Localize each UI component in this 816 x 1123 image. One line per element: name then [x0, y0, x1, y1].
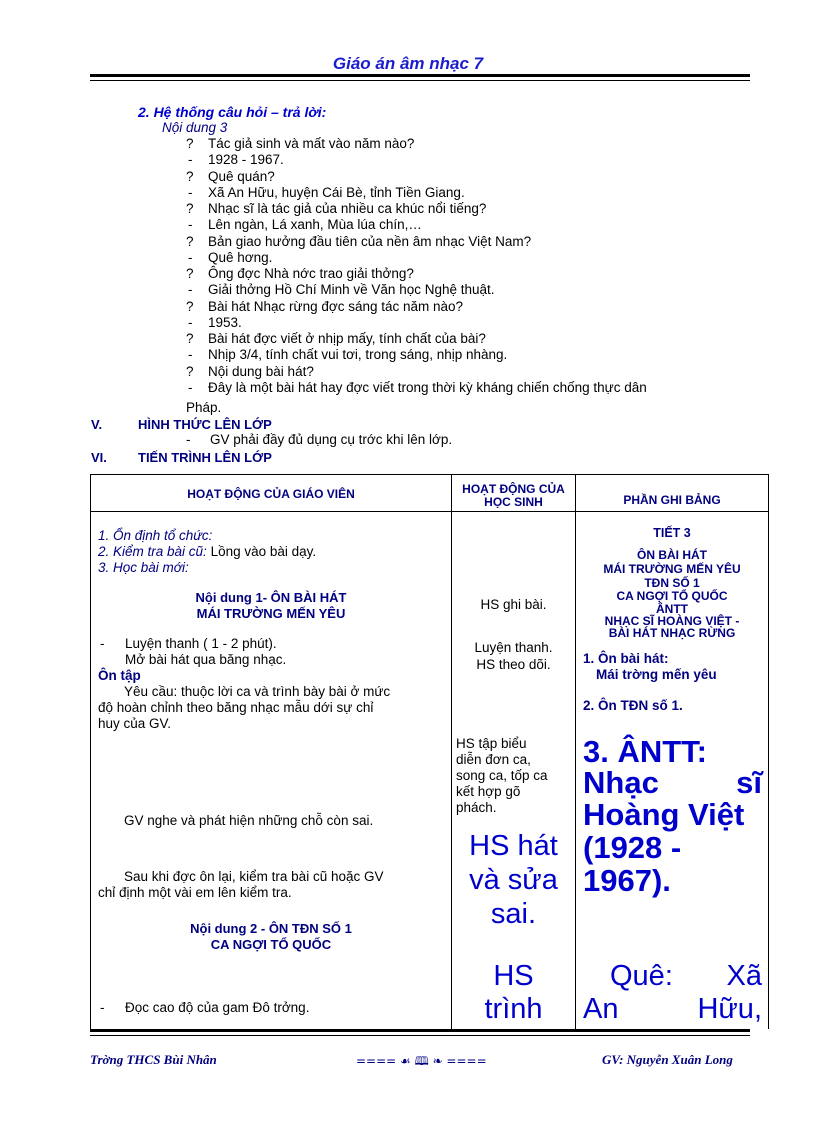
footer-school: Trờng THCS Bùi Nhân: [90, 1052, 217, 1067]
question-mark: ?: [186, 266, 194, 281]
board-point-3c: Hoàng Việt: [583, 797, 745, 832]
teacher-intro: Mở bài hát qua băng nhạc.: [125, 652, 287, 667]
board-point-2: 2. Ôn TĐN số 1.: [583, 698, 683, 713]
answer-bullet: -: [188, 217, 193, 232]
page-title: Giáo án âm nhạc 7: [332, 54, 484, 73]
answer-bullet: -: [188, 250, 193, 265]
board-point-1b: Mái trờng mến yêu: [596, 667, 717, 682]
answer-text: Giải thởng Hồ Chí Minh về Văn học Nghệ thuật.: [208, 282, 495, 297]
teacher-require-2: độ hoàn chỉnh theo băng nhạc mẫu dới sự chỉ: [98, 700, 374, 715]
answer-bullet: -: [188, 185, 193, 200]
question-mark: ?: [186, 234, 194, 249]
teacher-content1-b: MÁI TRƯỜNG MẾN YÊU: [196, 606, 346, 621]
section2-subheading: Nội dung 3: [162, 120, 228, 135]
footer-ornament: ==== ☙ 🕮 ❧ ====: [356, 1054, 487, 1068]
section6-roman: VI.: [91, 450, 107, 465]
teacher-after-2: chỉ định một vài em lên kiểm tra.: [98, 885, 292, 900]
student-perform-5: phách.: [456, 800, 497, 815]
board-point-3b-right: sĩ: [736, 765, 762, 800]
student-perform-2: diễn đơn ca,: [456, 752, 531, 767]
teacher-step2-text: Lồng vào bài dạy.: [206, 544, 317, 559]
board-line-2: MÁI TRƯỜNG MẾN YÊU: [603, 562, 741, 576]
table-top-border: [90, 474, 769, 475]
footer-teacher: GV: Nguyễn Xuân Long: [602, 1052, 733, 1067]
question-mark: ?: [186, 169, 194, 184]
header-rule-thin: [90, 80, 750, 81]
table-col-divider-1: [451, 474, 452, 1029]
board-line-1: ÔN BÀI HÁT: [637, 548, 707, 562]
board-point-3e: 1967).: [583, 863, 671, 898]
board-point-3a: 3. ÂNTT:: [583, 734, 707, 769]
section5-roman: V.: [91, 417, 103, 432]
board-point-3d: (1928 -: [583, 830, 682, 865]
teacher-warmup: Luyện thanh ( 1 - 2 phút).: [125, 636, 277, 651]
teacher-content1-a: Nội dung 1- ÔN BÀI HÁT: [195, 590, 347, 605]
question-text: Tác giả sinh và mất vào năm nào?: [208, 136, 415, 151]
student-sing-2: và sửa: [469, 864, 558, 896]
question-text: Bài hát Nhạc rừng đợc sáng tác năm nào?: [208, 299, 464, 314]
answer-bullet: -: [188, 282, 193, 297]
answer-text: Lên ngàn, Lá xanh, Mùa lúa chín,…: [208, 217, 422, 232]
student-present-2: trình: [484, 993, 543, 1025]
board-line-4: CA NGỢI TỔ QUỐC: [616, 589, 728, 603]
question-mark: ?: [186, 364, 194, 379]
teacher-step1: 1. Ổn định tổ chức:: [98, 528, 213, 543]
board-lesson: TIẾT 3: [653, 526, 691, 540]
board-point-4a-left: Quê:: [610, 960, 673, 992]
answer-text: Xã An Hữu, huyện Cái Bè, tỉnh Tiền Giang.: [208, 185, 465, 200]
teacher-review: Ôn tập: [98, 668, 141, 683]
section2-heading: 2. Hệ thống câu hỏi – trả lời:: [138, 104, 327, 120]
question-text: Nhạc sĩ là tác giả của nhiều ca khúc nổi tiếng?: [208, 201, 487, 216]
student-sing-3: sai.: [490, 898, 537, 930]
student-perform-4: kết hợp gõ: [456, 784, 521, 799]
section5-title: HÌNH THỨC LÊN LỚP: [138, 417, 272, 432]
board-line-5: ÂNTT: [656, 602, 688, 616]
answer-bullet: -: [188, 380, 193, 395]
board-point-1: 1. Ôn bài hát:: [583, 651, 669, 666]
teacher-warmup-bullet: -: [100, 636, 105, 651]
teacher-content2-a: Nội dung 2 - ÔN TĐN SỐ 1: [190, 921, 352, 936]
board-point-4b-left: An: [583, 993, 619, 1025]
student-present-1: HS: [493, 960, 534, 992]
student-warmup-1: Luyện thanh.: [474, 640, 553, 655]
question-text: Quê quán?: [208, 169, 275, 184]
teacher-step3: 3. Học bài mới:: [98, 560, 189, 575]
student-warmup-2: HS theo dõi.: [476, 657, 551, 672]
question-text: Bản giao hưởng đầu tiên của nền âm nhạc Việt Nam?: [208, 234, 532, 249]
teacher-after-1: Sau khi đợc ôn lại, kiểm tra bài cũ hoặc GV: [124, 869, 384, 884]
question-text: Bài hát đợc viết ở nhịp mấy, tính chất của bài?: [208, 331, 486, 346]
table-header-border: [90, 511, 769, 512]
section5-bullet: -: [186, 432, 191, 447]
table-right-border: [768, 474, 769, 1029]
answer-text: Nhịp 3/4, tính chất vui tơi, trong sáng, nhịp nhàng.: [208, 347, 508, 362]
question-text: Nội dung bài hát?: [208, 364, 314, 379]
answer-text: Đây là một bài hát hay đợc viết trong thời kỳ kháng chiến chống thực dân: [208, 380, 647, 395]
teacher-read-bullet: -: [100, 1000, 105, 1015]
board-point-4b-right: Hữu,: [697, 993, 762, 1025]
question-mark: ?: [186, 331, 194, 346]
header-rule-thick: [90, 74, 750, 77]
board-line-7: BÀI HÁT NHẠC RỪNG: [608, 626, 736, 640]
student-note: HS ghi bài.: [480, 597, 547, 612]
question-mark: ?: [186, 201, 194, 216]
student-perform-3: song ca, tốp ca: [456, 768, 548, 783]
teacher-read: Đọc cao độ của gam Đô trởng.: [125, 1000, 310, 1015]
footer-rule-thick: [90, 1029, 750, 1032]
teacher-require-1: Yêu cầu: thuộc lời ca và trình bày bài ở mức: [124, 684, 391, 699]
board-line-3: TĐN SỐ 1: [644, 576, 700, 590]
qa-continuation: Pháp.: [186, 400, 222, 415]
header-board: PHẦN GHI BẢNG: [623, 493, 721, 507]
answer-text: 1953.: [208, 315, 242, 330]
header-teacher: HOẠT ĐỘNG CỦA GIÁO VIÊN: [187, 487, 355, 501]
answer-bullet: -: [188, 152, 193, 167]
answer-bullet: -: [188, 347, 193, 362]
teacher-require-3: huy của GV.: [98, 716, 172, 731]
header-student: HOẠT ĐỘNG CỦA HỌC SINH: [462, 482, 565, 509]
teacher-step2-label: 2. Kiểm tra bài cũ:: [98, 544, 207, 559]
teacher-listen: GV nghe và phát hiện những chỗ còn sai.: [124, 813, 374, 828]
answer-bullet: -: [188, 315, 193, 330]
section5-item: GV phải đầy đủ dụng cụ trớc khi lên lớp.: [210, 432, 453, 447]
board-line-6: NHẠC SĨ HOÀNG VIỆT -: [604, 614, 740, 628]
student-perform-1: HS tập biểu: [456, 736, 527, 751]
board-point-3b-left: Nhạc: [583, 765, 659, 800]
answer-text: Quê hơng.: [208, 250, 273, 265]
question-mark: ?: [186, 299, 194, 314]
footer-rule-thin: [90, 1035, 750, 1036]
question-text: Ông đợc Nhà nớc trao giải thởng?: [208, 266, 414, 281]
question-mark: ?: [186, 136, 194, 151]
answer-text: 1928 - 1967.: [208, 152, 284, 167]
section6-title: TIẾN TRÌNH LÊN LỚP: [138, 450, 272, 465]
board-point-4a-right: Xã: [726, 960, 762, 992]
teacher-content2-b: CA NGỢI TỔ QUỐC: [210, 937, 332, 952]
student-sing-1: HS hát: [469, 830, 558, 862]
teacher-step2: [98, 544, 316, 560]
